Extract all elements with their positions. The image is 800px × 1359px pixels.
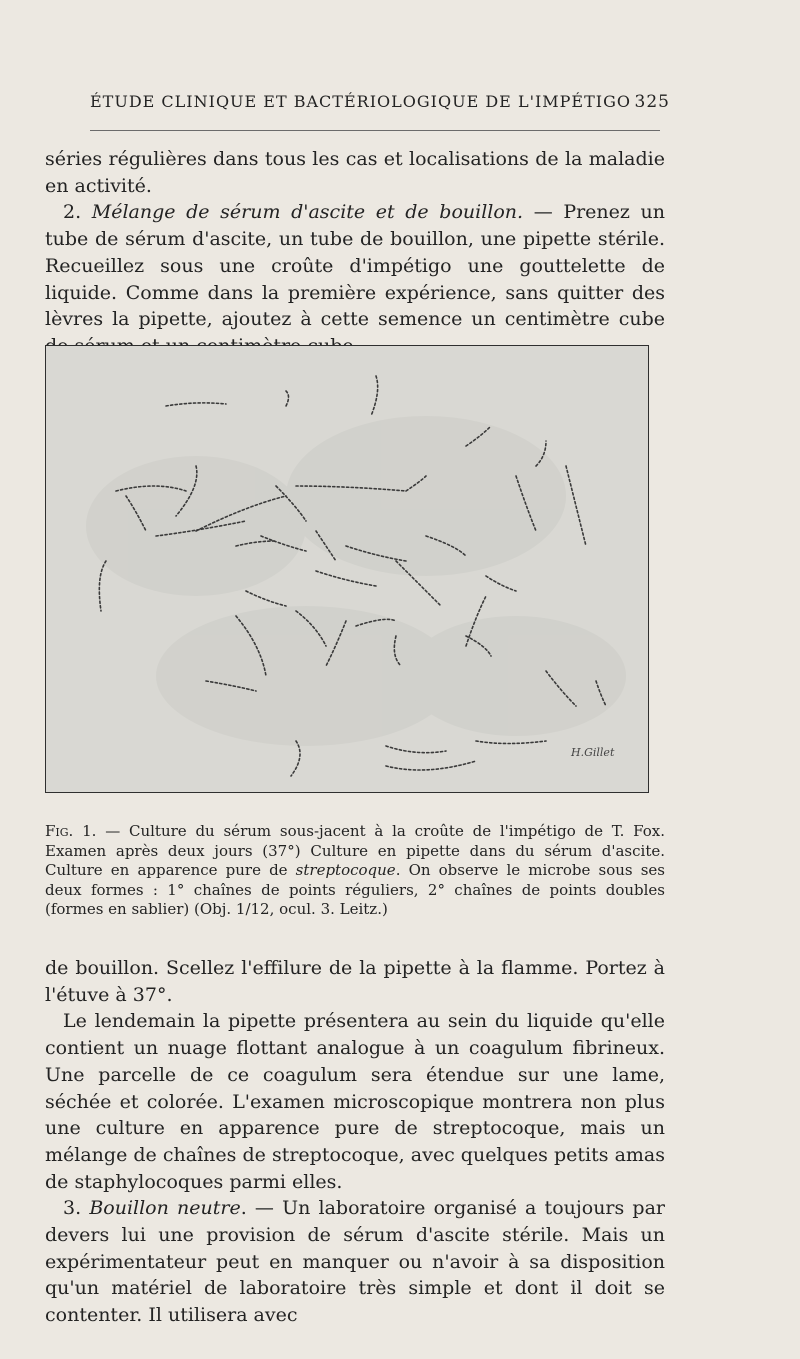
paragraph-1: de bouillon. Scellez l'effilure de la pipette à la flamme. Portez à l'étuve à 37°. (45, 957, 665, 1006)
bottom-text-block (45, 955, 665, 1329)
artist-signature: H.Gillet (571, 746, 615, 759)
paragraph-2: Le lendemain la pipette présentera au sein du liquide qu'elle contient un nuage flottant analogue à un coagulum fibrineux. Une parcelle de ce coagulum sera étendue sur une lame, séchée et colorée. L'examen microscopique montrera non plus une culture en apparence pure de streptocoque, mais un mélange de chaînes de streptocoque, avec quelques petits amas de staphylocoques parmi elles. (45, 1010, 665, 1193)
item3-text: . — Un laboratoire organisé a toujours par devers lui une provision de sérum d'ascite stérile. Mais un expérimentateur peut en manquer ou n'avoir à sa disposition qu'un matériel de laboratoire très simple et dont il doit se contenter. Il utilisera avec (45, 1197, 666, 1327)
caption-label: Fig. 1. (45, 822, 97, 840)
top-text-block (45, 146, 665, 360)
item-text: — Prenez un tube de sérum d'ascite, un tube de bouillon, une pipette stérile. Recueillez sous une croûte d'impétigo une gouttelette de liquide. Comme dans la première expérience, sans quitter des lèvres la pipette, ajoutez à cette semence un centimètre cube (45, 201, 666, 331)
figure-illustration (45, 345, 649, 793)
item-number: 2. (63, 201, 82, 224)
caption-italic: streptocoque (295, 861, 396, 880)
item3-title: Bouillon neutre (89, 1197, 241, 1220)
running-title: ÉTUDE CLINIQUE ET BACTÉRIOLOGIQUE DE L'IMPÉTIGO (90, 92, 631, 111)
header-rule (90, 130, 660, 131)
caption-text-b: . On observe le microbe sous ses deux formes : 1° chaînes de points réguliers, 2° chaînes de points doubles (formes en sablier) (Obj. 1/12, ocul. 3. Leitz.) (45, 861, 665, 919)
paragraph-continuation: séries régulières dans tous les cas et localisations de la maladie en activité. (45, 148, 665, 197)
figure-caption (45, 822, 665, 920)
microscope-drawing (46, 346, 650, 794)
item-title: Mélange de sérum d'ascite et de bouillon. (91, 201, 524, 224)
paragraph-3 (45, 1195, 665, 1329)
paragraph-item-2 (45, 199, 665, 359)
item3-number: 3. (63, 1197, 82, 1220)
caption-text-a: — Culture du sérum sous-jacent à la croûte de l'impétigo de T. Fox. Examen après deux jours (37°) Culture en pipette dans du sérum d'ascite. Culture en apparence pure de (45, 822, 665, 880)
page-number: 325 (634, 92, 670, 112)
